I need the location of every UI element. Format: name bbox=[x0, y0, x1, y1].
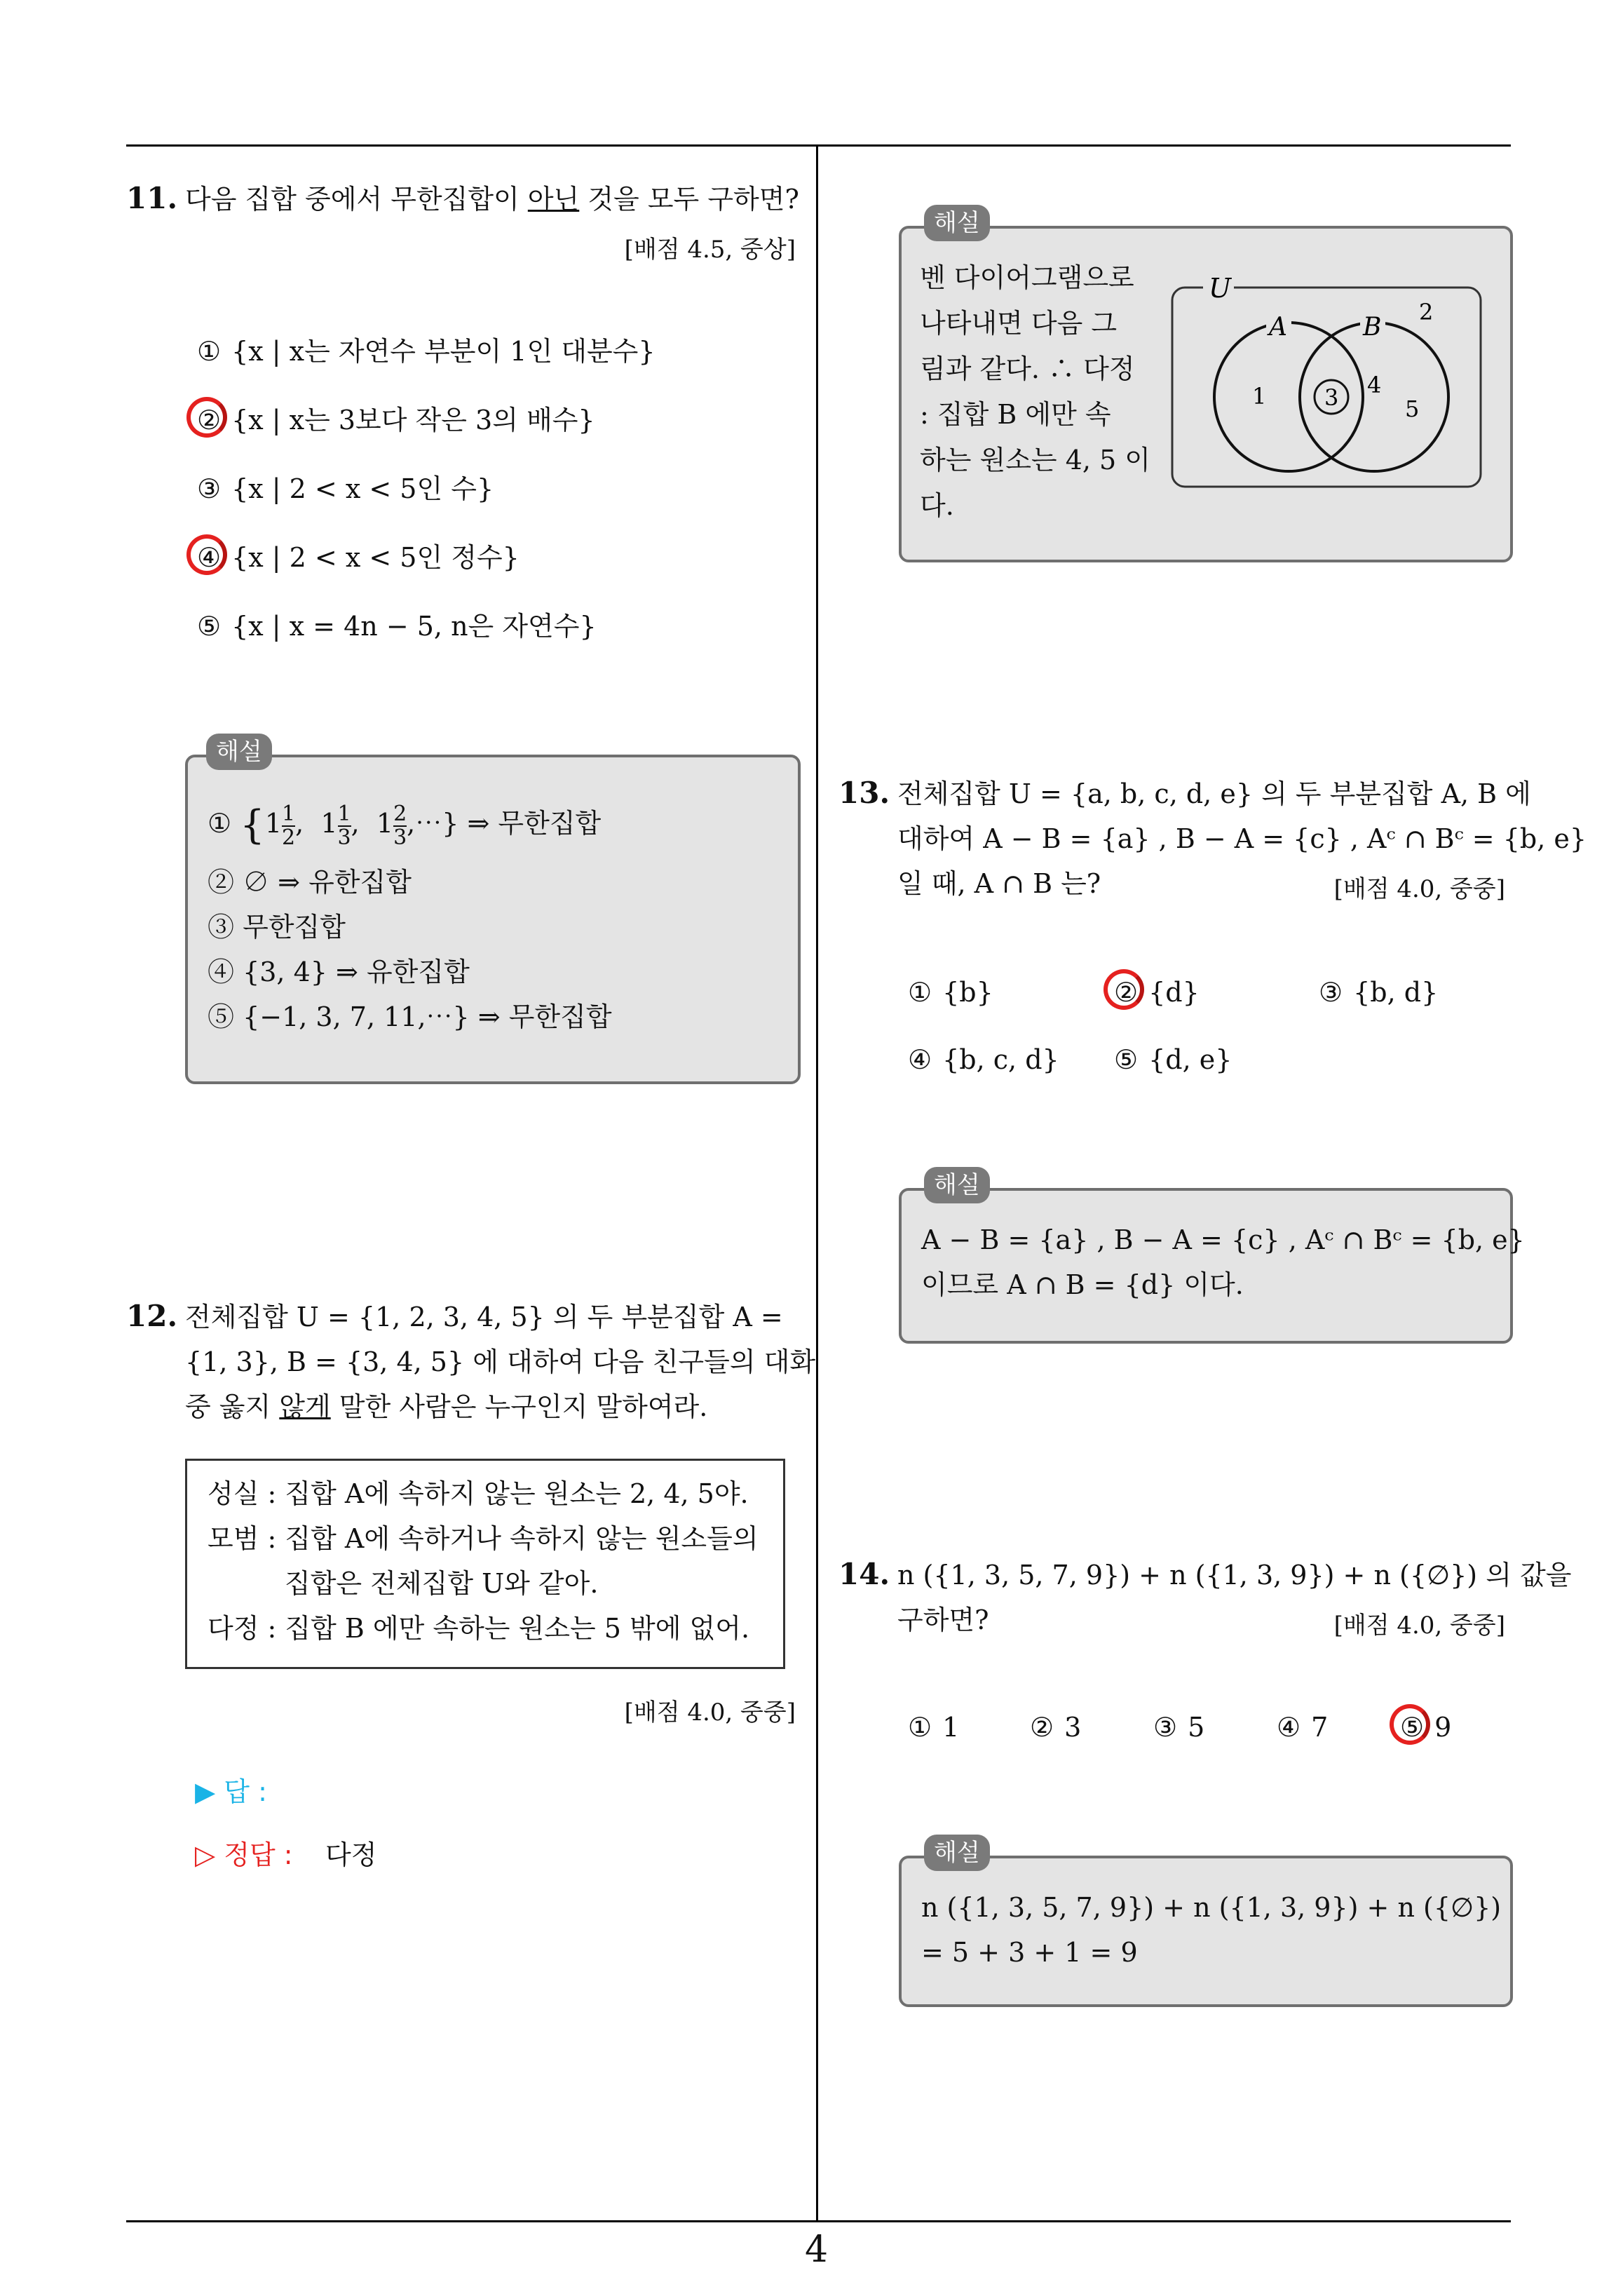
choice-text: {b, c, d} bbox=[942, 1044, 1059, 1075]
q13-number: 13. bbox=[838, 776, 890, 810]
q11-solution-line-3: ③ 무한집합 bbox=[208, 911, 346, 943]
venn-intersection-value: 3 bbox=[1324, 384, 1339, 411]
q11-solution-line-4: ④ {3, 4} ⇒ 유한집합 bbox=[208, 956, 470, 987]
dialog-line-dajeong: 다정 : 집합 B 에만 속하는 원소는 5 밖에 없어. bbox=[208, 1613, 750, 1644]
venn-only-b-value-2: 5 bbox=[1405, 396, 1420, 422]
venn-text-line-1: 벤 다이어그램으로 bbox=[920, 262, 1134, 293]
q14-choice-2[interactable] bbox=[1028, 1710, 1081, 1745]
choice-text: {b, d} bbox=[1353, 977, 1439, 1008]
mixed-number-2: 1 $\frac{1}{3}$ bbox=[320, 801, 351, 850]
choice-mark: ⑤ bbox=[196, 611, 222, 642]
top-rule bbox=[126, 144, 1511, 147]
q14-line-1: n ({1, 3, 5, 7, 9}) + n ({1, 3, 9}) + n ({∅}) 의 값을 bbox=[897, 1560, 1572, 1591]
q12-dialog bbox=[208, 1471, 759, 1651]
q14-solution-text bbox=[921, 1885, 1501, 1975]
q13-solution-line-2: 이므로 A ∩ B = {d} 이다. bbox=[921, 1269, 1244, 1300]
venn-diagram bbox=[1169, 274, 1485, 498]
venn-only-b-value-1: 4 bbox=[1367, 372, 1382, 398]
q14-solution-line-1: n ({1, 3, 5, 7, 9}) + n ({1, 3, 9}) + n ({∅}) bbox=[921, 1892, 1502, 1923]
q13-choice-4[interactable] bbox=[906, 1042, 1059, 1077]
page-number: 4 bbox=[805, 2229, 829, 2271]
choice-text: 3 bbox=[1064, 1712, 1082, 1743]
mixed-number-1: 1 $\frac{1}{2}$ bbox=[264, 801, 296, 850]
q11-text-after: 것을 모두 구하면? bbox=[579, 184, 799, 215]
answer-mark-circle bbox=[186, 534, 227, 575]
choice-mark: ② bbox=[196, 405, 222, 435]
q12-line-1: 전체집합 U = {1, 2, 3, 4, 5} 의 두 부분집합 A = bbox=[185, 1302, 783, 1332]
q11-underline: 아닌 bbox=[527, 184, 580, 215]
q11-sol-suffix: ,⋯} ⇒ 무한집합 bbox=[407, 808, 602, 839]
venn-text-line-6: 다. bbox=[920, 490, 954, 521]
q14-choice-3[interactable] bbox=[1151, 1710, 1204, 1745]
dialog-line-mobeom-cont: 집합은 전체집합 U와 같아. bbox=[285, 1568, 599, 1599]
q11-solution-line-2: ② ∅ ⇒ 유한집합 bbox=[208, 866, 412, 898]
choice-text: {x | x는 자연수 부분이 1인 대분수} bbox=[231, 336, 656, 367]
q14-solution-line-2: = 5 + 3 + 1 = 9 bbox=[921, 1937, 1138, 1968]
q14-line-2: 구하면? bbox=[897, 1605, 989, 1635]
venn-text-line-3: 림과 같다. ∴ 다정 bbox=[920, 353, 1135, 384]
choice-mark: ④ bbox=[1276, 1712, 1301, 1743]
venn-text-line-2: 나타내면 다음 그 bbox=[920, 308, 1118, 339]
choice-mark: ④ bbox=[907, 1044, 932, 1075]
q13-solution-tag: 해설 bbox=[924, 1167, 990, 1203]
choice-text: 5 bbox=[1188, 1712, 1205, 1743]
bottom-rule bbox=[126, 2220, 1511, 2222]
choice-text: {b} bbox=[942, 977, 993, 1008]
q13-solution-text bbox=[921, 1217, 1525, 1307]
q12-score: [배점 4.0, 중중] bbox=[624, 1699, 796, 1727]
choice-text: {d, e} bbox=[1148, 1044, 1232, 1075]
venn-text-line-5: 하는 원소는 4, 5 이 bbox=[920, 445, 1150, 475]
choice-text: {x | x는 3보다 작은 3의 배수} bbox=[231, 405, 595, 435]
q13-solution-line-1: A − B = {a} , B − A = {c} , Aᶜ ∩ Bᶜ = {b, e} bbox=[921, 1224, 1525, 1255]
q12-underline: 않게 bbox=[279, 1391, 331, 1422]
choice-mark: ① bbox=[196, 336, 222, 367]
q11-sol-prefix: ① bbox=[208, 808, 232, 839]
choice-mark: ⑤ bbox=[1399, 1712, 1425, 1743]
q14-number: 14. bbox=[838, 1557, 890, 1591]
choice-text: {x | 2 < x < 5인 수} bbox=[231, 473, 494, 504]
q11-solution-line-5: ⑤ {−1, 3, 7, 11,⋯} ⇒ 무한집합 bbox=[208, 1001, 612, 1032]
q11-choice-1[interactable] bbox=[195, 334, 656, 369]
choice-text: {x | 2 < x < 5인 정수} bbox=[231, 542, 520, 573]
choice-text: {d} bbox=[1148, 977, 1200, 1008]
q13-choice-1[interactable] bbox=[906, 975, 993, 1010]
mixed-number-3: 1 $\frac{2}{3}$ bbox=[376, 801, 407, 850]
q13-choice-2[interactable] bbox=[1112, 975, 1200, 1010]
answer-mark-circle bbox=[1390, 1704, 1430, 1745]
answer-mark-circle bbox=[186, 397, 227, 438]
q12-line-2: {1, 3}, B = {3, 4, 5} 에 대하여 다음 친구들의 대화 bbox=[185, 1346, 816, 1377]
q11-choice-4[interactable] bbox=[195, 540, 520, 575]
choice-mark: ③ bbox=[1318, 977, 1343, 1008]
choice-mark: ⑤ bbox=[1113, 1044, 1139, 1075]
q14-choice-4[interactable] bbox=[1275, 1710, 1328, 1745]
universe-label: U bbox=[1209, 274, 1232, 304]
column-divider bbox=[816, 144, 818, 2222]
dialog-line-mobeom: 모범 : 집합 A에 속하거나 속하지 않는 원소들의 bbox=[208, 1523, 759, 1554]
q12-number: 12. bbox=[126, 1299, 178, 1333]
q11-choice-2[interactable] bbox=[195, 403, 595, 438]
q13-score: [배점 4.0, 중중] bbox=[1333, 875, 1505, 903]
q12-solution-text bbox=[920, 255, 1150, 529]
venn-text-line-4: : 집합 B 에만 속 bbox=[920, 399, 1111, 430]
choice-mark: ② bbox=[1029, 1712, 1054, 1743]
choice-mark: ③ bbox=[196, 473, 222, 504]
q13-choice-5[interactable] bbox=[1112, 1042, 1232, 1077]
set-a-label: A bbox=[1269, 313, 1287, 342]
q12-correct-label: ▷ 정답 : bbox=[195, 1839, 293, 1870]
q11-choice-3[interactable] bbox=[195, 471, 494, 506]
q11-score: [배점 4.5, 중상] bbox=[624, 236, 796, 264]
q12-answer-label: ▶ 답 : bbox=[195, 1776, 267, 1807]
q14-solution-tag: 해설 bbox=[924, 1835, 990, 1871]
venn-only-a-value: 1 bbox=[1252, 383, 1267, 410]
choice-mark: ③ bbox=[1153, 1712, 1178, 1743]
choice-text: 7 bbox=[1311, 1712, 1329, 1743]
q11-question bbox=[185, 177, 799, 222]
q14-choice-5[interactable] bbox=[1398, 1710, 1451, 1745]
venn-outside-value: 2 bbox=[1419, 299, 1434, 325]
q11-solution-line-1: ① {1 $\frac{1}{2}$ , 1 $\frac{1}{3}$ , 1 $\frac{2}{3}$ ,⋯} ⇒ 무한집합 bbox=[208, 801, 602, 850]
choice-mark: ④ bbox=[196, 542, 222, 573]
choice-mark: ② bbox=[1113, 977, 1139, 1008]
q11-solution-tag: 해설 bbox=[206, 734, 272, 770]
q12-line-3: 중 옳지 않게 말한 사람은 누구인지 말하여라. bbox=[185, 1391, 708, 1422]
q13-choice-3[interactable] bbox=[1317, 975, 1438, 1010]
choice-text: {x | x = 4n − 5, n은 자연수} bbox=[231, 611, 597, 642]
choice-mark: ① bbox=[907, 1712, 932, 1743]
choice-text: 1 bbox=[942, 1712, 960, 1743]
q12-question bbox=[185, 1295, 815, 1429]
q11-text: 다음 집합 중에서 무한집합이 bbox=[185, 184, 528, 215]
q11-choice-5[interactable] bbox=[195, 609, 597, 644]
choice-text: 9 bbox=[1434, 1712, 1452, 1743]
q13-line-1: 전체집합 U = {a, b, c, d, e} 의 두 부분집합 A, B 에 bbox=[897, 778, 1531, 809]
q12-solution-tag: 해설 bbox=[924, 205, 990, 241]
q11-number: 11. bbox=[126, 181, 178, 215]
q13-line-2: 대하여 A − B = {a} , B − A = {c} , Aᶜ ∩ Bᶜ = {b, e} bbox=[897, 823, 1587, 854]
dialog-line-seongsil: 성실 : 집합 A에 속하지 않는 원소는 2, 4, 5야. bbox=[208, 1478, 749, 1509]
set-b-label: B bbox=[1363, 313, 1382, 342]
q12-correct-value: 다정 bbox=[325, 1839, 377, 1870]
answer-mark-circle bbox=[1103, 969, 1144, 1010]
q14-choice-1[interactable] bbox=[906, 1710, 959, 1745]
choice-mark: ① bbox=[907, 977, 932, 1008]
q11-solution-text bbox=[208, 790, 612, 1039]
q14-score: [배점 4.0, 중중] bbox=[1333, 1612, 1505, 1640]
q13-line-3: 일 때, A ∩ B 는? bbox=[897, 868, 1101, 899]
